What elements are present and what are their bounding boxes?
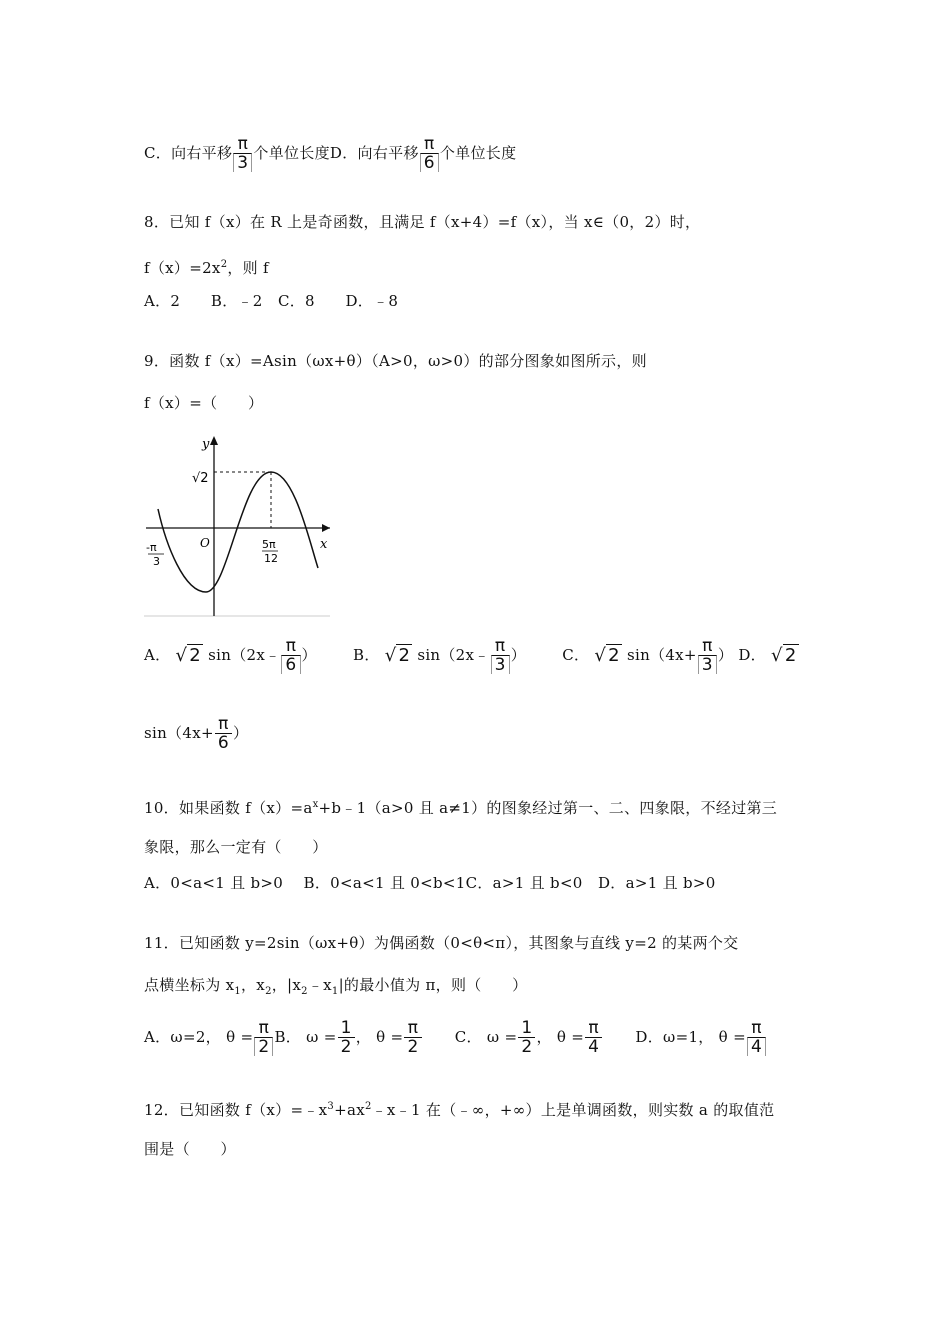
sqrt-two: √ 2: [175, 645, 202, 666]
q10-stem-line2: 象限，那么一定有（ ）: [144, 838, 328, 856]
q7-option-c-suffix: 个单位长度: [253, 144, 330, 162]
q9-stem-line2: f（x）=（ ）: [144, 394, 264, 412]
q8-stem-line2: $f(x)=2x^2$，则 f: [144, 259, 269, 277]
sqrt-two: √ 2: [771, 645, 797, 666]
x-axis-label: x: [320, 537, 328, 552]
q10-stem-line1: 10．如果函数 $f(x)=a^x+b﹣1(a>0$ 且 a≠1）的图象经过第一、二、四象限，不经过第三: [144, 799, 778, 817]
x-left-tick-den: 3: [153, 555, 160, 568]
q10-options: A．0<a<1 且 b>0 B．0<a<1 且 0<b<1C．a>1 且 b<0 D．a>1 且 b>0: [144, 874, 716, 892]
q11-options-line: A．ω=2， θ = $\frac{\pi}{2}$ B． ω = $\frac{1}{2}$ ， θ = $\frac{\pi}{2}$ C． ω = $\frac{1}{2}$ ， θ = $\frac{\pi}{4}$ D．ω=1， θ = $\frac{\pi}{4}$: [144, 1020, 767, 1056]
q9-option-d-continued: sin（4x+ $\frac{\pi}{6}$ ）: [144, 714, 249, 753]
sqrt-two: √ 2: [594, 645, 620, 666]
q7-option-d-suffix: 个单位长度: [439, 144, 517, 162]
peak-value-label: √2: [192, 471, 209, 486]
q9-stem-line1: 9．函数 f（x）=Asin（ωx+θ）（A>0，ω>0）的部分图象如图所示，则: [144, 352, 647, 370]
fraction-pi-over-6: $\frac{\pi}{6}$: [420, 136, 439, 172]
y-axis-label: y: [202, 437, 210, 452]
q8-stem-line1: 8．已知 f（x）在 R 上是奇函数，且满足 f（x+4）=f（x），当 x∈（0，2）时，: [144, 213, 701, 231]
q11-stem-line1: 11．已知函数 y=2sin（ωx+θ）为偶函数（0<θ<π），其图象与直线 y=2 的某两个交: [144, 934, 739, 952]
q7-option-c-prefix: C．向右平移: [144, 144, 233, 162]
sqrt-two: √ 2: [384, 645, 411, 666]
x-axis-arrow-icon: [322, 524, 330, 532]
y-axis-arrow-icon: [210, 436, 218, 445]
q11-stem-line2: 点横坐标为 $x_1$，$x_2$，$|x_2﹣x_1|$的最小值为 π，则（ ）: [144, 976, 528, 997]
x-right-tick-num: 5π: [262, 538, 276, 551]
q9-sine-graph: [144, 430, 332, 618]
q12-stem-line2: 围是（ ）: [144, 1140, 236, 1158]
q7-options-line: [144, 136, 516, 172]
origin-label: O: [200, 536, 210, 550]
x-right-tick-den: 12: [264, 552, 278, 565]
q12-stem-line1: 12．已知函数 $f(x)=﹣x^3+ax^2﹣x﹣1$ 在（﹣∞，+∞）上是单调函数，则实数 a 的取值范: [144, 1101, 775, 1119]
q8-options: A．2 B．﹣2 C．8 D．﹣8: [144, 292, 399, 310]
q9-options-line: A． √ 2 sin（2x﹣ $\frac{\pi}{6}$ ） B． √ 2 sin（2x﹣ $\frac{\pi}{3}$ ） C． √ 2 sin（4x+ $\frac{\pi}{3}$ ） D． √ 2: [144, 636, 797, 675]
x-left-tick-num: -π: [146, 541, 157, 554]
q7-option-d-prefix: D．向右平移: [329, 144, 419, 162]
sine-curve: [158, 472, 318, 592]
fraction-pi-over-3: $\frac{\pi}{3}$: [233, 136, 252, 172]
